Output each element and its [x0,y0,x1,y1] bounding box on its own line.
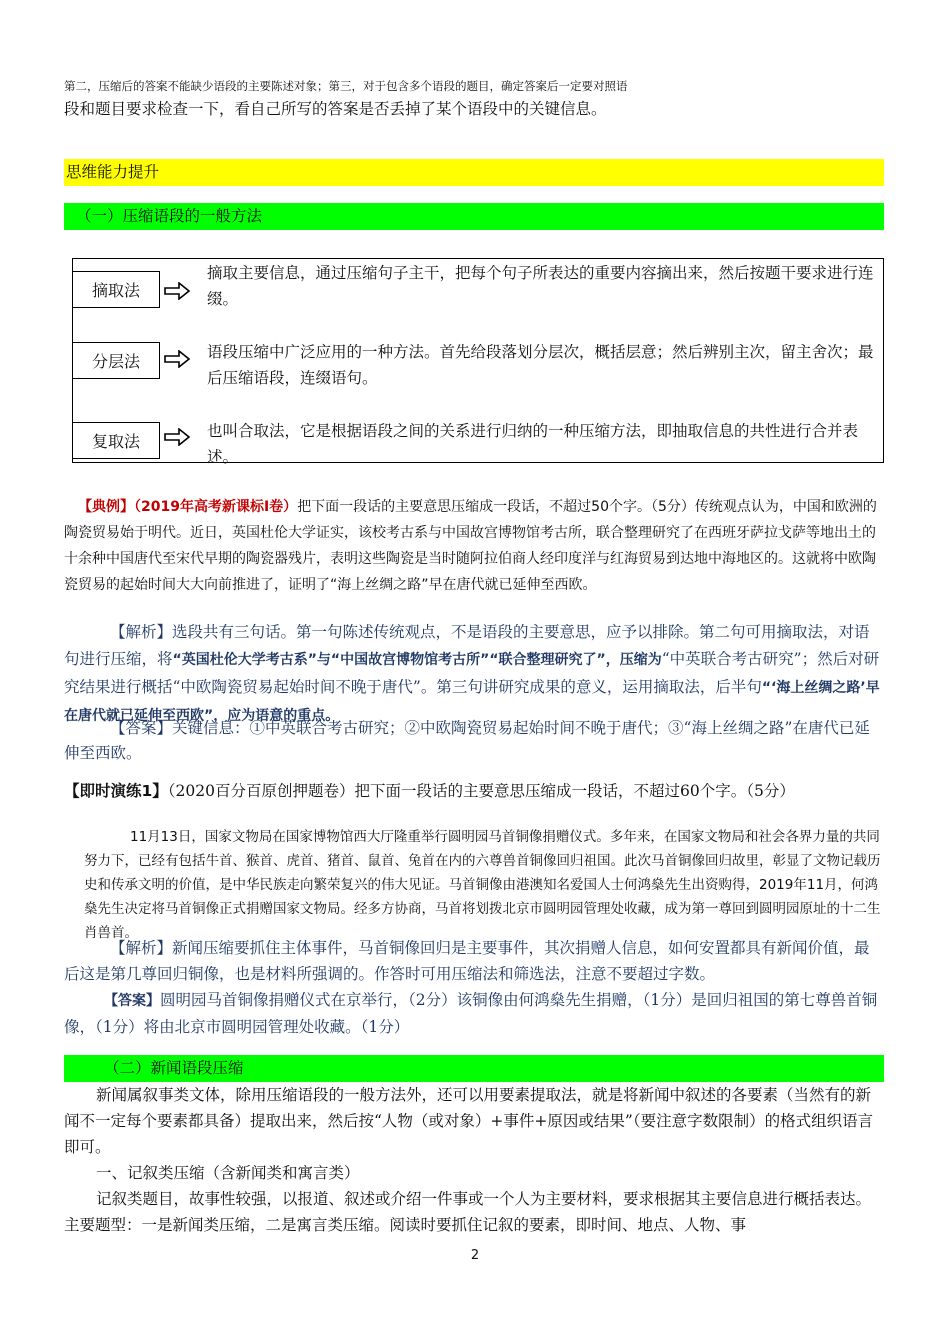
method-box-combine: 复取法 [72,422,160,459]
example-prompt: 把下面一段话的主要意思压缩成一段话，不超过50个字。（5分） [297,499,695,515]
analysis-tag: 【解析】 [110,623,173,641]
section-heading: 思维能力提升 [64,159,884,186]
practice-answer [64,987,884,1040]
practice-answer-text: 圆明园马首铜像捐赠仪式在京举行，（2分）该铜像由何鸿燊先生捐赠，（1分）是回归祖国的第七尊兽首铜像，（1分）将由北京市圆明园管理处收藏。（1分） [64,991,878,1036]
news-p1-text: 新闻属叙事类文体，除用压缩语段的一般方法外，还可以用要素提取法，就是将新闻中叙述的各要素（当然有的新闻不一定每个要素都具备）提取出来，然后按“人物（或对象）+事件+原因或结果”（要注意字数限制）的格式组织语言即可。 [64,1086,874,1156]
analysis-quote-1: “英国杜伦大学考古系”与“中国故宫博物馆考古所” [172,652,490,668]
sub1-heading: （一）压缩语段的一般方法 [64,203,884,230]
practice-text [84,825,884,945]
practice-prompt: 把下面一段话的主要意思压缩成一段话，不超过60个字。（5分） [354,782,795,800]
answer-tag: 【答案】 [110,719,173,737]
analysis-quote-3: “‘海上丝绸之路’早在唐代就已延伸至西欧”，应为语意的重点。 [64,680,880,724]
practice-analysis-text: 新闻压缩要抓住主体事件，马首铜像回归是主要事件，其次捐赠人信息，如何安置都具有新闻价值，最后这是第几尊回归铜像，也是材料所强调的。作答时可用压缩法和筛选法，注意不要超过字数。 [64,939,870,983]
example-source: （2019年高考新课标Ⅰ卷） [134,499,298,515]
news-p3-text: 记叙类题目，故事性较强，以报道、叙述或介绍一件事或一个人为主要材料，要求根据其主要信息进行概括表达。主要题型：一是新闻类压缩，二是寓言类压缩。阅读时要抓住记叙的要素，即时间、地点、人物、事 [64,1190,872,1234]
arrow-right-icon [164,350,190,368]
example-text: 传统观点认为，中国和欧洲的陶瓷贸易始于明代。近日，英国杜伦大学证实，该校考古系与中国故宫博物馆考古所，联合整理研究了在西班牙萨拉戈萨等地出土的十余种中国唐代至宋代早期的陶瓷器残片，表明这些陶瓷是当时随阿拉伯商人经印度洋与红海贸易到达地中海地区的。这就将中欧陶瓷贸易的起始时间大大向前推进了，证明了“海上丝绸之路”早在唐代就已延伸至西欧。 [64,499,877,593]
top-line-small: 第二，压缩后的答案不能缺少语段的主要陈述对象；第三，对于包含多个语段的题目，确定答案后一定要对照语 [64,79,628,93]
practice-source: （2020百分百原创押题卷） [167,782,355,800]
practice-tag: 【即时演练1】 [64,782,168,800]
analysis-text-1: 选段共有三句话。第一句陈述传统观点，不是语段的主要意思，应予以排除。第二句可用摘取法，对语句进行压缩，将 [64,623,870,668]
practice-analysis-tag: 【解析】 [110,939,173,957]
answer-block [64,716,884,766]
method-desc-extract: 摘取主要信息，通过压缩句子主干，把每个句子所表达的重要内容摘出来，然后按题干要求进行连缀。 [207,264,874,308]
analysis-text-2: “中英联合考古研究”；然后对研究结果进行概括“中欧陶瓷贸易起始时间不晚于唐代”。第三句讲研究成果的意义，运用摘取法，后半句 [64,650,880,696]
news-p2: 一、记叙类压缩（含新闻类和寓言类） [96,1164,360,1182]
method-desc-combine: 也叫合取法，它是根据语段之间的关系进行归纳的一种压缩方法，即抽取信息的共性进行合并表述。 [207,422,859,466]
method-desc-layer: 语段压缩中广泛应用的一种方法。首先给段落划分层次，概括层意；然后辨别主次，留主舍次；最后压缩语段，连缀语句。 [207,343,874,387]
answer-text: 关键信息：①中英联合考古研究；②中欧陶瓷贸易起始时间不晚于唐代；③“海上丝绸之路”在唐代已延伸至西欧。 [64,719,870,762]
arrow-right-icon [164,428,190,446]
method-box-extract: 摘取法 [72,271,160,308]
practice-analysis [64,935,884,987]
example-block [64,494,884,598]
practice-text-body: 11月13日，国家文物局在国家博物馆西大厅隆重举行圆明园马首铜像捐赠仪式。多年来，在国家文物局和社会各界力量的共同努力下，已经有包括牛首、猴首、虎首、猪首、鼠首、兔首在内的六尊兽首铜像回归祖国。此次马首铜像回归故里，彰显了文物记载历史和传承文明的价值，是中华民族走向繁荣复兴的伟大见证。马首铜像由港澳知名爱国人士何鸿燊先生出资购得，2019年11月，何鸿燊先生决定将马首铜像正式捐赠国家文物局。经多方协商，马首将划拨北京市圆明园管理处收藏，成为第一尊回到圆明园原址的十二生肖兽首。 [84,829,881,941]
analysis-block [64,619,884,730]
page-number: 2 [470,1248,480,1263]
practice-header [64,779,884,804]
analysis-quote-2: “联合整理研究了”，压缩为 [489,652,662,668]
sub2-heading: （二）新闻语段压缩 [64,1055,884,1082]
top-line: 段和题目要求检查一下，看自己所写的答案是否丢掉了某个语段中的关键信息。 [64,100,607,118]
method-box-layer: 分层法 [72,342,160,379]
example-tag: 【典例】 [78,499,134,515]
news-p1 [64,1082,884,1160]
arrow-right-icon [164,282,190,300]
practice-answer-tag: 【答案】 [104,993,160,1009]
news-p3 [64,1186,884,1238]
